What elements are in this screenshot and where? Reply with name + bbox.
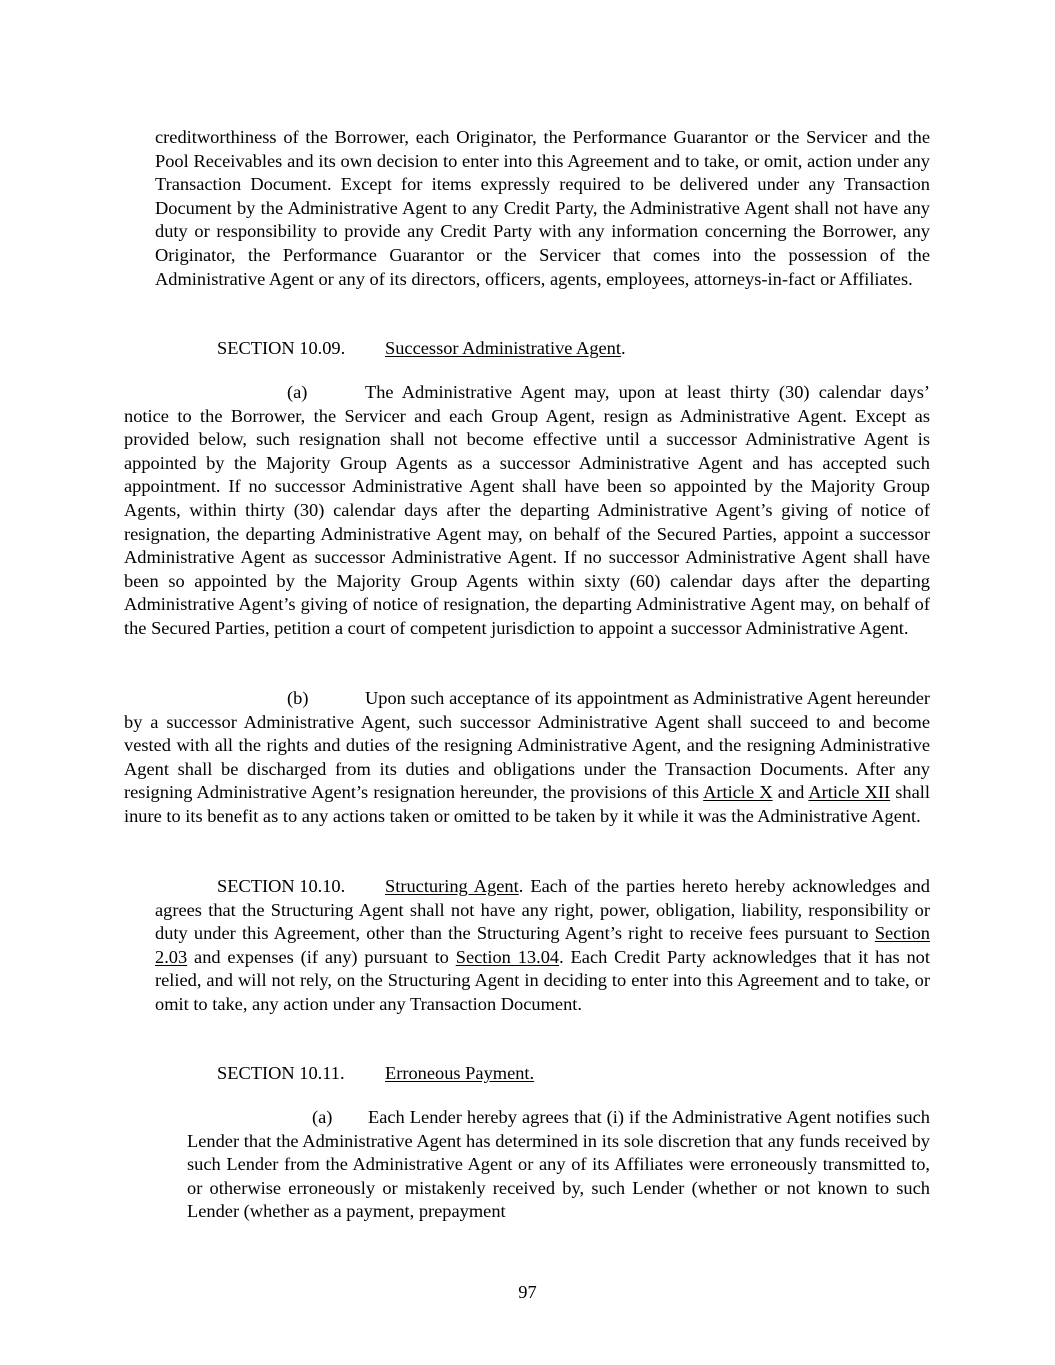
page-number: 97 xyxy=(518,1282,537,1302)
section-number: SECTION 10.10. xyxy=(217,876,346,896)
intro-paragraph: creditworthiness of the Borrower, each Originator, the Performance Guarantor or the Servicer and the Pool Receivables and its own decision to enter into this Agreement and to take, or omit, action under any Transaction Document. Except for items expressly required to be delivered under any Transaction Document by the Administrative Agent to any Credit Party, the Administrative Agent shall not have any duty or responsibility to provide any Credit Party with any information concerning the Borrower, any Originator, the Performance Guarantor or the Servicer that comes into the possession of the Administrative Agent or any of its directors, officers, agents, employees, attorneys-in-fact or Affiliates. xyxy=(155,127,930,289)
section-title: Structuring Agent xyxy=(385,876,519,896)
section-number: SECTION 10.09. xyxy=(217,338,346,358)
clause-text: The Administrative Agent may, upon at least thirty (30) calendar days’ notice to the Borrower, the Servicer and each Group Agent, resign as Administrative Agent. Except as provided below, such resignation shall not become effective until a successor Administrative Agent is appointed by the Majority Group Agents as a successor Administrative Agent and has accepted such appointment. If no successor Administrative Agent shall have been so appointed by the Majority Group Agents, within thirty (30) calendar days after the departing Administrative Agent’s giving of notice of resignation, the departing Administrative Agent may, on behalf of the Secured Parties, appoint a successor Administrative Agent as successor Administrative Agent. If no successor Administrative Agent shall have been so appointed by the Majority Group Agents within sixty (60) calendar days after the departing Administrative Agent’s giving of notice of resignation, the departing Administrative Agent may, on behalf of the Secured Parties, petition a court of competent jurisdiction to appoint a successor Administrative Agent. xyxy=(124,382,930,638)
article-xii-reference: Article XII xyxy=(808,782,891,803)
section-10-09-a xyxy=(124,381,930,641)
section-10-09-heading: SECTION 10.09. Successor Administrative Agent. xyxy=(217,337,626,361)
clause-text: Each Lender hereby agrees that (i) if the Administrative Agent notifies such Lender that the Administrative Agent has determined in its sole discretion that any funds received by such Lender from the Administrative Agent or any of its Affiliates were erroneously transmitted to, or otherwise erroneously or mistakenly received by, such Lender (whether or not known to such Lender (whether as a payment, prepayment xyxy=(187,1107,930,1222)
section-10-09-b: (b) Upon such acceptance of its appointment as Administrative Agent hereunder by a successor Administrative Agent, such successor Administrative Agent shall succeed to and become vested with all the rights and duties of the resigning Administrative Agent, and the resigning Administrative Agent shall be discharged from its duties and obligations under the Transaction Documents. After any resigning Administrative Agent’s resignation hereunder, the provisions of this Article X and Article XII shall inure to its benefit as to any actions taken or omitted to be taken by it while it was the Administrative Agent. xyxy=(124,688,930,826)
clause-label: (b) xyxy=(287,688,309,708)
section-title: Erroneous Payment. xyxy=(385,1063,535,1083)
section-10-11-heading xyxy=(217,1062,534,1086)
section-10-11-a xyxy=(187,1106,930,1224)
section-number: SECTION 10.11. xyxy=(217,1063,345,1083)
clause-label: (a) xyxy=(312,1107,333,1127)
clause-label: (a) xyxy=(287,382,308,402)
section-2-03-reference: Section 2.03 xyxy=(155,923,930,967)
section-10-10: SECTION 10.10. Structuring Agent. Each of the parties hereto hereby acknowledges and agrees that the Structuring Agent shall not have any right, power, obligation, liability, responsibility or duty under this Agreement, other than the Structuring Agent’s right to receive fees pursuant to Section 2.03 and expenses (if any) pursuant to Section 13.04. Each Credit Party acknowledges that it has not relied, and will not rely, on the Structuring Agent in deciding to enter into this Agreement and to take, or omit to take, any action under any Transaction Document. xyxy=(155,876,930,1014)
section-title: Successor Administrative Agent xyxy=(385,338,621,358)
article-x-reference: Article X xyxy=(703,782,773,803)
section-13-04-reference: Section 13.04 xyxy=(455,946,560,967)
